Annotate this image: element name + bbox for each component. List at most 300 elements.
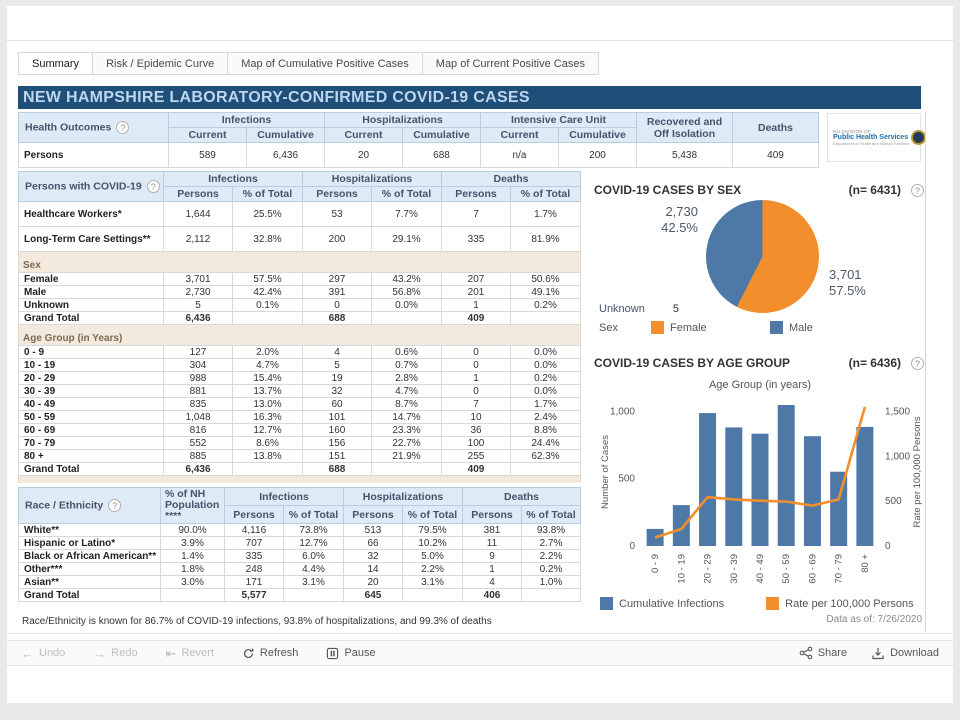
value-cell[interactable]: 3,701 <box>164 273 233 286</box>
value-cell[interactable]: 5,577 <box>225 589 284 602</box>
value-cell[interactable]: 4.7% <box>233 359 303 372</box>
value-cell[interactable]: 881 <box>164 385 233 398</box>
value-cell[interactable]: 7.7% <box>372 202 442 227</box>
row-label: Asian** <box>19 576 161 589</box>
value-cell[interactable]: 2,730 <box>164 286 233 299</box>
value-cell[interactable]: 15.4% <box>233 372 303 385</box>
sex-chart-n: (n= 6431) <box>848 183 901 197</box>
table-row[interactable] <box>19 398 581 411</box>
value-cell[interactable]: 0.7% <box>372 359 442 372</box>
table-row[interactable] <box>19 372 581 385</box>
sex-pie-chart[interactable] <box>706 200 819 313</box>
subheader: Cumulative <box>247 128 325 143</box>
value-cell[interactable]: 688 <box>303 312 372 325</box>
value-cell[interactable]: 1 <box>442 299 511 312</box>
value-cell[interactable]: 304 <box>164 359 233 372</box>
table-row[interactable] <box>19 463 581 476</box>
table-row[interactable] <box>19 563 581 576</box>
value-cell[interactable]: 16.3% <box>233 411 303 424</box>
row-label: Long-Term Care Settings** <box>19 227 164 252</box>
health-outcomes-table <box>18 112 819 168</box>
value-cell[interactable]: 1 <box>442 372 511 385</box>
revert-icon: ⇤ <box>165 645 177 661</box>
group-header-infections: Infections <box>225 488 344 506</box>
row-label: 80 + <box>19 450 164 463</box>
value-cell[interactable]: 885 <box>164 450 233 463</box>
dashboard-title: NEW HAMPSHIRE LABORATORY-CONFIRMED COVID-19 CASES <box>18 86 921 109</box>
value-cell[interactable]: 0 <box>442 359 511 372</box>
value-cell[interactable]: 335 <box>442 227 511 252</box>
value-cell[interactable] <box>511 463 581 476</box>
value-cell[interactable]: 79.5% <box>403 524 463 537</box>
table-row[interactable] <box>19 359 581 372</box>
value-cell[interactable]: 0 <box>442 346 511 359</box>
value-cell[interactable]: 1.0% <box>522 576 581 589</box>
value-cell[interactable]: 6,436 <box>164 463 233 476</box>
value-cell[interactable]: 4,116 <box>225 524 284 537</box>
tab-summary[interactable]: Summary <box>18 52 93 75</box>
bar-20-29[interactable] <box>699 413 716 546</box>
redo-icon: → <box>93 645 107 661</box>
subheader: Cumulative <box>559 128 637 143</box>
x-axis-label: 60 - 69 <box>807 554 819 584</box>
nh-dphs-logo <box>827 113 921 162</box>
value-cell[interactable]: 32 <box>344 550 403 563</box>
data-as-of: Data as of: 7/26/2020 <box>826 614 922 625</box>
value-cell[interactable]: 5.0% <box>403 550 463 563</box>
row-label: 0 - 9 <box>19 346 164 359</box>
value-cell[interactable]: 207 <box>442 273 511 286</box>
value-cell[interactable]: 151 <box>303 450 372 463</box>
subheader: Cumulative <box>403 128 481 143</box>
table-row[interactable] <box>19 346 581 359</box>
value-cell[interactable]: 19 <box>303 372 372 385</box>
value-cell[interactable]: 0 <box>442 385 511 398</box>
download-button[interactable]: Download <box>871 646 939 660</box>
value-cell[interactable]: 73.8% <box>284 524 344 537</box>
row-label: Persons <box>19 143 169 168</box>
value-cell[interactable]: 0.0% <box>511 346 581 359</box>
group-header-infections: Infections <box>164 172 303 187</box>
value-cell[interactable]: 6,436 <box>164 312 233 325</box>
table-row[interactable] <box>19 385 581 398</box>
help-icon[interactable]: ? <box>911 184 924 197</box>
download-icon <box>871 646 885 660</box>
value-cell[interactable]: 57.5% <box>233 273 303 286</box>
subheader: Persons <box>164 187 233 202</box>
bar-10-19[interactable] <box>673 505 690 546</box>
x-axis-label: 70 - 79 <box>833 554 845 584</box>
row-label: Male <box>19 286 164 299</box>
value-cell[interactable] <box>403 589 463 602</box>
value-cell[interactable]: 32.8% <box>233 227 303 252</box>
table-row[interactable] <box>19 312 581 325</box>
value-cell[interactable]: 6.0% <box>284 550 344 563</box>
table-row[interactable] <box>19 143 819 168</box>
value-cell[interactable]: 335 <box>225 550 284 563</box>
row-label: Grand Total <box>19 463 164 476</box>
value-cell[interactable]: 0.0% <box>511 385 581 398</box>
pause-button[interactable]: Pause <box>326 647 375 660</box>
value-cell[interactable]: 988 <box>164 372 233 385</box>
header-nh-population: % of NH Population **** <box>161 488 225 524</box>
group-header-hospitalizations: Hospitalizations <box>325 113 481 128</box>
value-cell[interactable]: 409 <box>442 312 511 325</box>
subheader: % of Total <box>284 506 344 524</box>
undo-icon: ← <box>21 645 34 661</box>
row-label: 20 - 29 <box>19 372 164 385</box>
sex-legend-title: Sex <box>599 321 618 334</box>
cumulative-infections-swatch[interactable] <box>600 597 613 610</box>
age-group-chart[interactable] <box>596 392 926 596</box>
value-cell[interactable]: 49.1% <box>511 286 581 299</box>
age-chart-title: COVID-19 CASES BY AGE GROUP <box>594 356 791 370</box>
row-label: Grand Total <box>19 312 164 325</box>
value-cell[interactable]: 200 <box>559 143 637 168</box>
value-cell[interactable]: 589 <box>169 143 247 168</box>
value-cell[interactable]: 8.8% <box>511 424 581 437</box>
group-header-infections: Infections <box>169 113 325 128</box>
rate-swatch[interactable] <box>766 597 779 610</box>
table-row[interactable] <box>19 589 581 602</box>
value-cell[interactable] <box>522 589 581 602</box>
value-cell[interactable]: 1.4% <box>161 550 225 563</box>
unknown-value: 5 <box>672 303 679 315</box>
value-cell[interactable] <box>284 589 344 602</box>
row-label: Grand Total <box>19 589 161 602</box>
subheader: Persons <box>442 187 511 202</box>
subheader: Persons <box>303 187 372 202</box>
value-cell[interactable]: 391 <box>303 286 372 299</box>
value-cell[interactable]: 13.8% <box>233 450 303 463</box>
subheader: % of Total <box>522 506 581 524</box>
undo-button[interactable]: ← Undo <box>21 645 66 661</box>
value-cell[interactable]: 5,438 <box>637 143 733 168</box>
value-cell[interactable]: 25.5% <box>233 202 303 227</box>
value-cell[interactable]: 381 <box>463 524 522 537</box>
value-cell[interactable]: 3.1% <box>403 576 463 589</box>
value-cell[interactable]: 160 <box>303 424 372 437</box>
value-cell[interactable]: 406 <box>463 589 522 602</box>
right-axis-tick: 0 <box>885 541 891 552</box>
value-cell[interactable] <box>372 463 442 476</box>
group-header-icu: Intensive Care Unit <box>481 113 637 128</box>
table-row[interactable] <box>19 202 581 227</box>
revert-button[interactable]: ⇤ Revert <box>165 645 214 661</box>
persons-table-header <box>19 172 164 202</box>
female-swatch[interactable] <box>651 321 664 334</box>
value-cell[interactable]: 835 <box>164 398 233 411</box>
subheader: Current <box>169 128 247 143</box>
x-axis-label: 30 - 39 <box>728 554 740 584</box>
race-table-header <box>19 488 161 524</box>
group-header-deaths: Deaths <box>442 172 581 187</box>
section-header <box>19 259 581 273</box>
refresh-button[interactable]: Refresh <box>242 647 299 660</box>
value-cell[interactable]: 248 <box>225 563 284 576</box>
value-cell[interactable]: 0.2% <box>511 299 581 312</box>
value-cell[interactable]: 688 <box>403 143 481 168</box>
table-row[interactable] <box>19 437 581 450</box>
value-cell[interactable]: 0.0% <box>372 299 442 312</box>
value-cell[interactable]: 53 <box>303 202 372 227</box>
value-cell[interactable]: 43.2% <box>372 273 442 286</box>
row-label: 40 - 49 <box>19 398 164 411</box>
value-cell[interactable]: 4 <box>303 346 372 359</box>
value-cell[interactable]: 20 <box>344 576 403 589</box>
value-cell[interactable]: 2.2% <box>403 563 463 576</box>
row-label: 70 - 79 <box>19 437 164 450</box>
value-cell[interactable]: 4.4% <box>284 563 344 576</box>
sheet-tab-bar <box>18 52 599 75</box>
value-cell[interactable]: 81.9% <box>511 227 581 252</box>
value-cell[interactable]: 2.2% <box>522 550 581 563</box>
value-cell[interactable]: 2.0% <box>233 346 303 359</box>
value-cell[interactable]: 90.0% <box>161 524 225 537</box>
table-row[interactable] <box>19 227 581 252</box>
subheader: % of Total <box>403 506 463 524</box>
row-label: Other*** <box>19 563 161 576</box>
bar-80+[interactable] <box>856 427 873 546</box>
subheader: Persons <box>463 506 522 524</box>
x-axis-label: 40 - 49 <box>755 554 766 584</box>
value-cell[interactable]: 66 <box>344 537 403 550</box>
value-cell[interactable] <box>161 589 225 602</box>
value-cell[interactable]: 1 <box>463 563 522 576</box>
value-cell[interactable]: 645 <box>344 589 403 602</box>
value-cell[interactable]: 20 <box>325 143 403 168</box>
table-row[interactable] <box>19 550 581 563</box>
race-table-title: Race / Ethnicity <box>25 499 104 512</box>
right-axis-tick: 1,500 <box>885 406 911 418</box>
table-row[interactable] <box>19 286 581 299</box>
value-cell[interactable]: 688 <box>303 463 372 476</box>
value-cell[interactable]: 0 <box>303 299 372 312</box>
row-label: Female <box>19 273 164 286</box>
row-label: 60 - 69 <box>19 424 164 437</box>
group-header-hospitalizations: Hospitalizations <box>303 172 442 187</box>
panel-divider <box>925 112 926 632</box>
race-ethnicity-table <box>18 487 581 602</box>
bar-60-69[interactable] <box>804 436 821 546</box>
value-cell[interactable]: 7 <box>442 202 511 227</box>
value-cell[interactable]: 3.1% <box>284 576 344 589</box>
value-cell[interactable] <box>233 312 303 325</box>
sex-chart-title: COVID-19 CASES BY SEX <box>594 183 742 197</box>
share-button[interactable]: Share <box>799 646 847 660</box>
value-cell[interactable]: 5 <box>164 299 233 312</box>
age-chart-n: (n= 6436) <box>848 356 901 370</box>
row-label: Unknown <box>19 299 164 312</box>
logo-line3: Department of Health and Human Services <box>833 140 910 146</box>
refresh-icon <box>242 647 255 660</box>
bar-40-49[interactable] <box>752 434 769 546</box>
value-cell[interactable]: 21.9% <box>372 450 442 463</box>
row-label: Hispanic or Latino* <box>19 537 161 550</box>
value-cell[interactable]: 93.8% <box>522 524 581 537</box>
value-cell[interactable]: 707 <box>225 537 284 550</box>
value-cell[interactable]: 24.4% <box>511 437 581 450</box>
value-cell[interactable]: 409 <box>442 463 511 476</box>
value-cell[interactable]: 8.6% <box>233 437 303 450</box>
header-recovered: Recovered and Off Isolation <box>637 113 733 143</box>
persons-with-covid-table <box>18 171 581 483</box>
tab-map-current-cases[interactable]: Map of Current Positive Cases <box>423 52 599 75</box>
value-cell[interactable]: 3.9% <box>161 537 225 550</box>
tableau-toolbar <box>7 640 953 666</box>
value-cell[interactable]: 32 <box>303 385 372 398</box>
value-cell[interactable]: 0.2% <box>522 563 581 576</box>
value-cell[interactable]: 14.7% <box>372 411 442 424</box>
value-cell[interactable]: 100 <box>442 437 511 450</box>
value-cell[interactable]: 552 <box>164 437 233 450</box>
section-header: Age Group (in Years) <box>19 332 581 346</box>
value-cell[interactable]: 62.3% <box>511 450 581 463</box>
value-cell[interactable]: 101 <box>303 411 372 424</box>
value-cell[interactable]: 1,644 <box>164 202 233 227</box>
value-cell[interactable]: 0.0% <box>511 359 581 372</box>
table-row[interactable] <box>19 524 581 537</box>
value-cell[interactable]: 156 <box>303 437 372 450</box>
value-cell[interactable]: 9 <box>463 550 522 563</box>
value-cell[interactable]: 10.2% <box>403 537 463 550</box>
value-cell[interactable]: 4 <box>463 576 522 589</box>
value-cell[interactable]: 1.7% <box>511 202 581 227</box>
female-slice-label: 3,701 57.5% <box>829 267 866 298</box>
section-header: Sex <box>19 259 581 273</box>
top-divider <box>7 40 953 41</box>
table-row[interactable] <box>19 273 581 286</box>
race-ethnicity-footnote: Race/Ethnicity is known for 86.7% of COVID-19 infections, 93.8% of hospitalizations, and 99.3% of deaths <box>22 616 492 627</box>
subheader: Current <box>481 128 559 143</box>
row-label: 30 - 39 <box>19 385 164 398</box>
subheader: Persons <box>225 506 284 524</box>
value-cell[interactable]: 29.1% <box>372 227 442 252</box>
tab-map-cumulative-cases[interactable]: Map of Cumulative Positive Cases <box>228 52 423 75</box>
value-cell[interactable] <box>372 312 442 325</box>
section-spacer <box>19 325 581 332</box>
value-cell[interactable]: 12.7% <box>233 424 303 437</box>
value-cell[interactable]: 1.8% <box>161 563 225 576</box>
value-cell[interactable]: n/a <box>481 143 559 168</box>
left-axis-tick: 500 <box>618 473 635 485</box>
table-row[interactable] <box>19 299 581 312</box>
subheader: % of Total <box>511 187 581 202</box>
legend-item-cumulative-infections[interactable]: Cumulative Infections <box>619 597 725 610</box>
x-axis-label: 80 + <box>859 554 871 573</box>
section-spacer <box>19 476 581 483</box>
value-cell[interactable]: 14 <box>344 563 403 576</box>
x-axis-label: 10 - 19 <box>676 554 688 584</box>
help-icon[interactable]: ? <box>147 180 160 193</box>
help-icon[interactable]: ? <box>108 499 121 512</box>
row-label: 10 - 19 <box>19 359 164 372</box>
value-cell[interactable]: 7 <box>442 398 511 411</box>
value-cell[interactable]: 127 <box>164 346 233 359</box>
help-icon[interactable]: ? <box>911 357 924 370</box>
value-cell[interactable] <box>511 312 581 325</box>
value-cell[interactable]: 10 <box>442 411 511 424</box>
sex-chart-header <box>594 183 924 197</box>
logo-line2: Public Health Services <box>833 133 909 141</box>
subheader: % of Total <box>233 187 303 202</box>
value-cell[interactable]: 0.2% <box>511 372 581 385</box>
legend-item-male[interactable]: Male <box>789 321 813 334</box>
value-cell[interactable]: 36 <box>442 424 511 437</box>
value-cell[interactable]: 5 <box>303 359 372 372</box>
bar-50-59[interactable] <box>778 405 795 546</box>
value-cell[interactable]: 60 <box>303 398 372 411</box>
redo-button[interactable]: → Redo <box>93 645 138 661</box>
value-cell[interactable]: 13.0% <box>233 398 303 411</box>
value-cell[interactable]: 200 <box>303 227 372 252</box>
value-cell[interactable] <box>233 463 303 476</box>
value-cell[interactable]: 2.7% <box>522 537 581 550</box>
value-cell[interactable]: 56.8% <box>372 286 442 299</box>
table-row[interactable] <box>19 576 581 589</box>
table-row[interactable] <box>19 450 581 463</box>
age-chart-header <box>594 356 924 370</box>
value-cell[interactable]: 4.7% <box>372 385 442 398</box>
value-cell[interactable]: 23.3% <box>372 424 442 437</box>
tab-risk-epidemic-curve[interactable]: Risk / Epidemic Curve <box>93 52 228 75</box>
section-spacer <box>19 252 581 259</box>
value-cell[interactable]: 171 <box>225 576 284 589</box>
table-row[interactable] <box>19 411 581 424</box>
value-cell[interactable]: 816 <box>164 424 233 437</box>
bottom-divider <box>7 633 953 634</box>
value-cell[interactable]: 2.4% <box>511 411 581 424</box>
value-cell[interactable]: 513 <box>344 524 403 537</box>
value-cell[interactable]: 0.1% <box>233 299 303 312</box>
legend-item-female[interactable]: Female <box>670 321 707 334</box>
row-label: White** <box>19 524 161 537</box>
x-axis-label: 50 - 59 <box>781 554 793 584</box>
table-row[interactable] <box>19 424 581 437</box>
value-cell[interactable]: 0.6% <box>372 346 442 359</box>
subheader: Persons <box>344 506 403 524</box>
value-cell[interactable]: 6,436 <box>247 143 325 168</box>
health-outcomes-title: Health Outcomes <box>25 121 112 134</box>
bar-30-39[interactable] <box>725 427 742 546</box>
value-cell[interactable]: 50.6% <box>511 273 581 286</box>
value-cell[interactable]: 8.7% <box>372 398 442 411</box>
header-deaths: Deaths <box>733 113 819 143</box>
row-label: 50 - 59 <box>19 411 164 424</box>
value-cell[interactable]: 22.7% <box>372 437 442 450</box>
value-cell[interactable]: 12.7% <box>284 537 344 550</box>
group-header-deaths: Deaths <box>463 488 581 506</box>
group-header-hospitalizations: Hospitalizations <box>344 488 463 506</box>
value-cell[interactable]: 1,048 <box>164 411 233 424</box>
right-axis-tick: 1,000 <box>885 451 911 463</box>
value-cell[interactable]: 3.0% <box>161 576 225 589</box>
value-cell[interactable]: 11 <box>463 537 522 550</box>
legend-item-rate[interactable]: Rate per 100,000 Persons <box>785 597 914 610</box>
value-cell[interactable]: 13.7% <box>233 385 303 398</box>
value-cell[interactable]: 2.8% <box>372 372 442 385</box>
value-cell[interactable]: 42.4% <box>233 286 303 299</box>
value-cell[interactable]: 201 <box>442 286 511 299</box>
value-cell[interactable]: 1.7% <box>511 398 581 411</box>
value-cell[interactable]: 409 <box>733 143 819 168</box>
value-cell[interactable]: 2,112 <box>164 227 233 252</box>
table-row[interactable] <box>19 537 581 550</box>
value-cell[interactable]: 255 <box>442 450 511 463</box>
male-swatch[interactable] <box>770 321 783 334</box>
value-cell[interactable]: 297 <box>303 273 372 286</box>
help-icon[interactable]: ? <box>116 121 129 134</box>
